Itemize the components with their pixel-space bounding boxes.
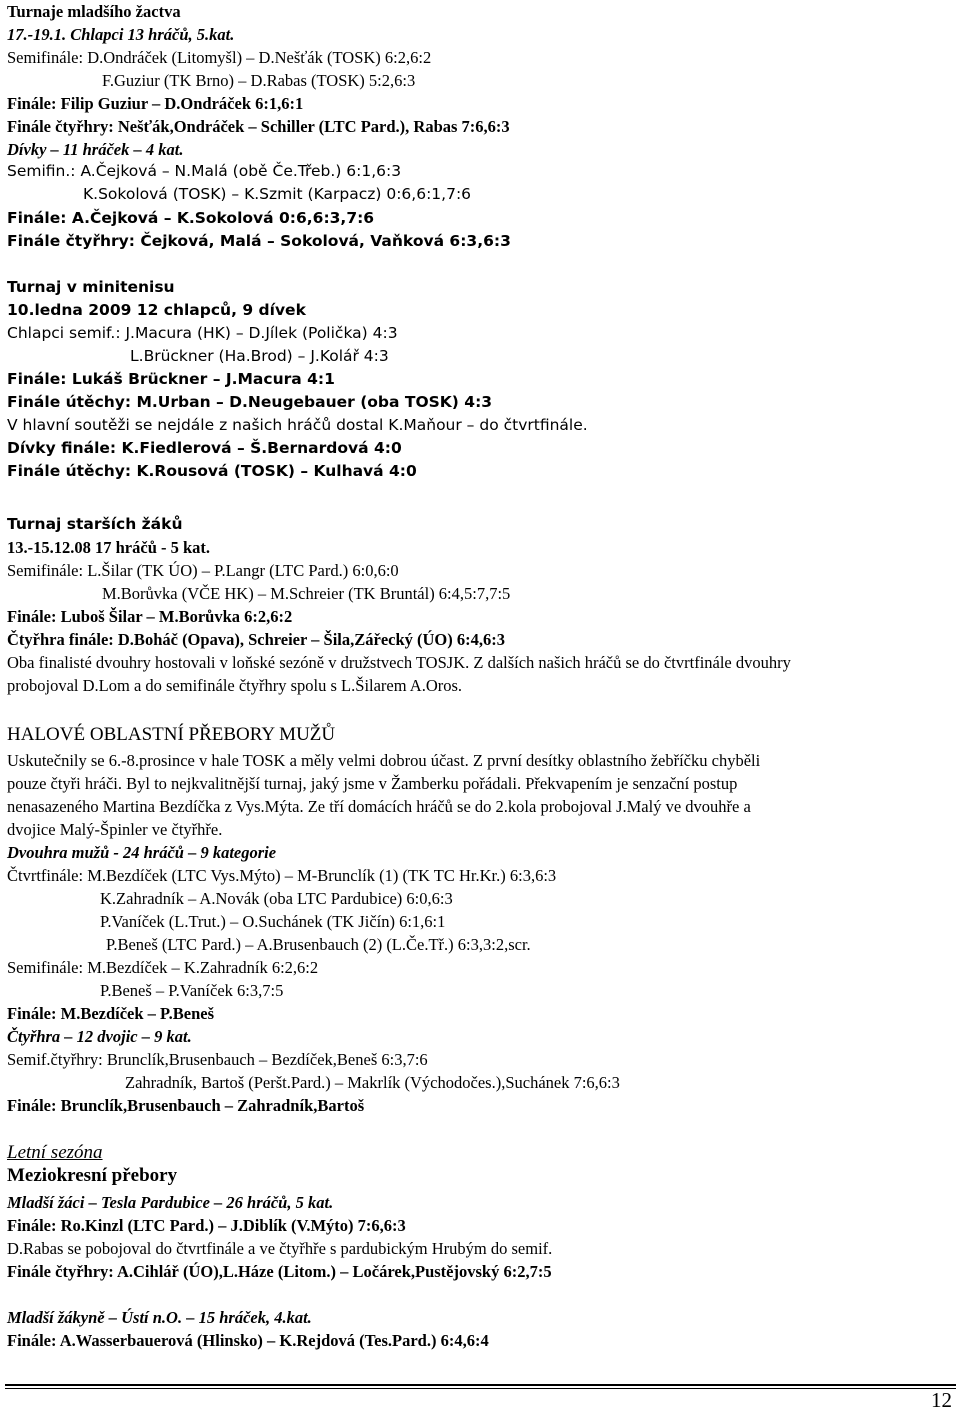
line: Finále: Luboš Šilar – M.Borůvka 6:2,6:2 [7,607,293,626]
line: Semifinále: D.Ondráček (Litomyšl) – D.Nešťák (TOSK) 6:2,6:2 [7,48,432,67]
line: Chlapci semif.: J.Macura (HK) – D.Jílek (Polička) 4:3 [7,324,398,342]
paragraph-line: Oba finalisté dvouhry hostovali v loňské sezóně v družstvech TOSJK. Z dalších našich hráčů se do čtvrtfinále dvouhry [7,653,791,672]
line: Finále útěchy: K.Rousová (TOSK) – Kulhavá 4:0 [7,462,417,480]
line: K.Zahradník – A.Novák (oba LTC Pardubice) 6:0,6:3 [100,889,453,908]
line: V hlavní soutěži se nejdále z našich hráčů dostal K.Maňour – do čtvrtfinále. [7,416,588,434]
line: Semifinále: L.Šilar (TK ÚO) – P.Langr (LTC Pard.) 6:0,6:0 [7,561,399,580]
paragraph-line: Uskutečnily se 6.-8.prosince v hale TOSK a měly velmi dobrou účast. Z první desítky oblastního žebříčku chyběli [7,751,761,770]
line: Semifinále: M.Bezdíček – K.Zahradník 6:2,6:2 [7,958,319,977]
heading-mladsi-zactvo: Turnaje mladšího žactva [7,2,181,21]
line: Finále čtyřhry: Čejková, Malá – Sokolová, Vaňková 6:3,6:3 [7,232,511,250]
subheading-dvouhra: Dvouhra mužů - 24 hráčů – 9 kategorie [7,843,277,862]
line: 13.-15.12.08 17 hráčů - 5 kat. [7,538,211,557]
line: F.Guziur (TK Brno) – D.Rabas (TOSK) 5:2,6:3 [102,71,416,90]
heading-halove-prebory: HALOVÉ OBLASTNÍ PŘEBORY MUŽŮ [7,724,336,745]
line: Semifin.: A.Čejková – N.Malá (obě Če.Třeb.) 6:1,6:3 [7,162,402,180]
line: 17.-19.1. Chlapci 13 hráčů, 5.kat. [7,25,235,44]
line: Finále útěchy: M.Urban – D.Neugebauer (oba TOSK) 4:3 [7,393,493,411]
page-number: 12 [931,1388,952,1412]
line: D.Rabas se pobojoval do čtvrtfinále a ve čtyřhře s pardubickým Hrubým do semif. [7,1239,553,1258]
footer-rule-thin [5,1388,956,1389]
line: Dívky finále: K.Fiedlerová – Š.Bernardová 4:0 [7,439,402,457]
line: Finále: Filip Guziur – D.Ondráček 6:1,6:1 [7,94,304,113]
subheading-mladsi-zaci: Mladší žáci – Tesla Pardubice – 26 hráčů, 5 kat. [7,1193,334,1212]
heading-minitenis: Turnaj v minitenisu [7,278,175,296]
line: P.Beneš (LTC Pard.) – A.Brusenbauch (2) (L.Če.Tř.) 6:3,3:2,scr. [106,935,531,954]
footer-rule [5,1384,956,1386]
line: Dívky – 11 hráček – 4 kat. [7,140,184,159]
line: Finále: Ro.Kinzl (LTC Pard.) – J.Diblík (V.Mýto) 7:6,6:3 [7,1216,406,1235]
line: Finále: Lukáš Brückner – J.Macura 4:1 [7,370,335,388]
line: K.Sokolová (TOSK) – K.Szmit (Karpacz) 0:6,6:1,7:6 [83,185,472,203]
line: P.Vaníček (L.Trut.) – O.Suchánek (TK Jičín) 6:1,6:1 [100,912,446,931]
subheading-ctyrhra: Čtyřhra – 12 dvojic – 9 kat. [7,1027,192,1046]
line: Finále: A.Wasserbauerová (Hlinsko) – K.Rejdová (Tes.Pard.) 6:4,6:4 [7,1331,489,1350]
line: Finále: A.Čejková – K.Sokolová 0:6,6:3,7:6 [7,209,375,227]
paragraph-line: pouze čtyři hráči. Byl to nejkvalitnější turnaj, jaký jsme v Žamberku pořádali. Překvapením je senzační postup [7,774,738,793]
line: Semif.čtyřhry: Brunclík,Brusenbauch – Bezdíček,Beneš 6:3,7:6 [7,1050,428,1069]
heading-meziokresni-prebory: Meziokresní přebory [7,1165,178,1186]
line: P.Beneš – P.Vaníček 6:3,7:5 [100,981,284,1000]
heading-starsi-zaci: Turnaj starších žáků [7,515,183,533]
line: Finále čtyřhry: Nešťák,Ondráček – Schiller (LTC Pard.), Rabas 7:6,6:3 [7,117,510,136]
line: Čtyřhra finále: D.Boháč (Opava), Schreier – Šila,Zářecký (ÚO) 6:4,6:3 [7,630,505,649]
line: Zahradník, Bartoš (Peršt.Pard.) – Makrlík (Východočes.),Suchánek 7:6,6:3 [125,1073,620,1092]
line: Finále čtyřhry: A.Cihlář (ÚO),L.Háze (Litom.) – Ločárek,Pustějovský 6:2,7:5 [7,1262,552,1281]
line: L.Brückner (Ha.Brod) – J.Kolář 4:3 [130,347,389,365]
paragraph-line: nenasazeného Martina Bezdíčka z Vys.Mýta. Ze tří domácích hráčů se do 2.kola probojoval J.Malý ve dvouhře a [7,797,751,816]
paragraph-line: probojoval D.Lom a do semifinále čtyřhry spolu s L.Šilarem A.Oros. [7,676,463,695]
line: Čtvrtfinále: M.Bezdíček (LTC Vys.Mýto) – M-Brunclík (1) (TK TC Hr.Kr.) 6:3,6:3 [7,866,557,885]
line: Finále: M.Bezdíček – P.Beneš [7,1004,214,1023]
line: Finále: Brunclík,Brusenbauch – Zahradník,Bartoš [7,1096,365,1115]
heading-letni-sezona: Letní sezóna [7,1142,103,1163]
subheading-mladsi-zakyne: Mladší žákyně – Ústí n.O. – 15 hráček, 4.kat. [7,1308,312,1327]
line: 10.ledna 2009 12 chlapců, 9 dívek [7,301,306,319]
paragraph-line: dvojice Malý-Špinler ve čtyřhře. [7,820,223,839]
line: M.Borůvka (VČE HK) – M.Schreier (TK Bruntál) 6:4,5:7,7:5 [102,584,511,603]
